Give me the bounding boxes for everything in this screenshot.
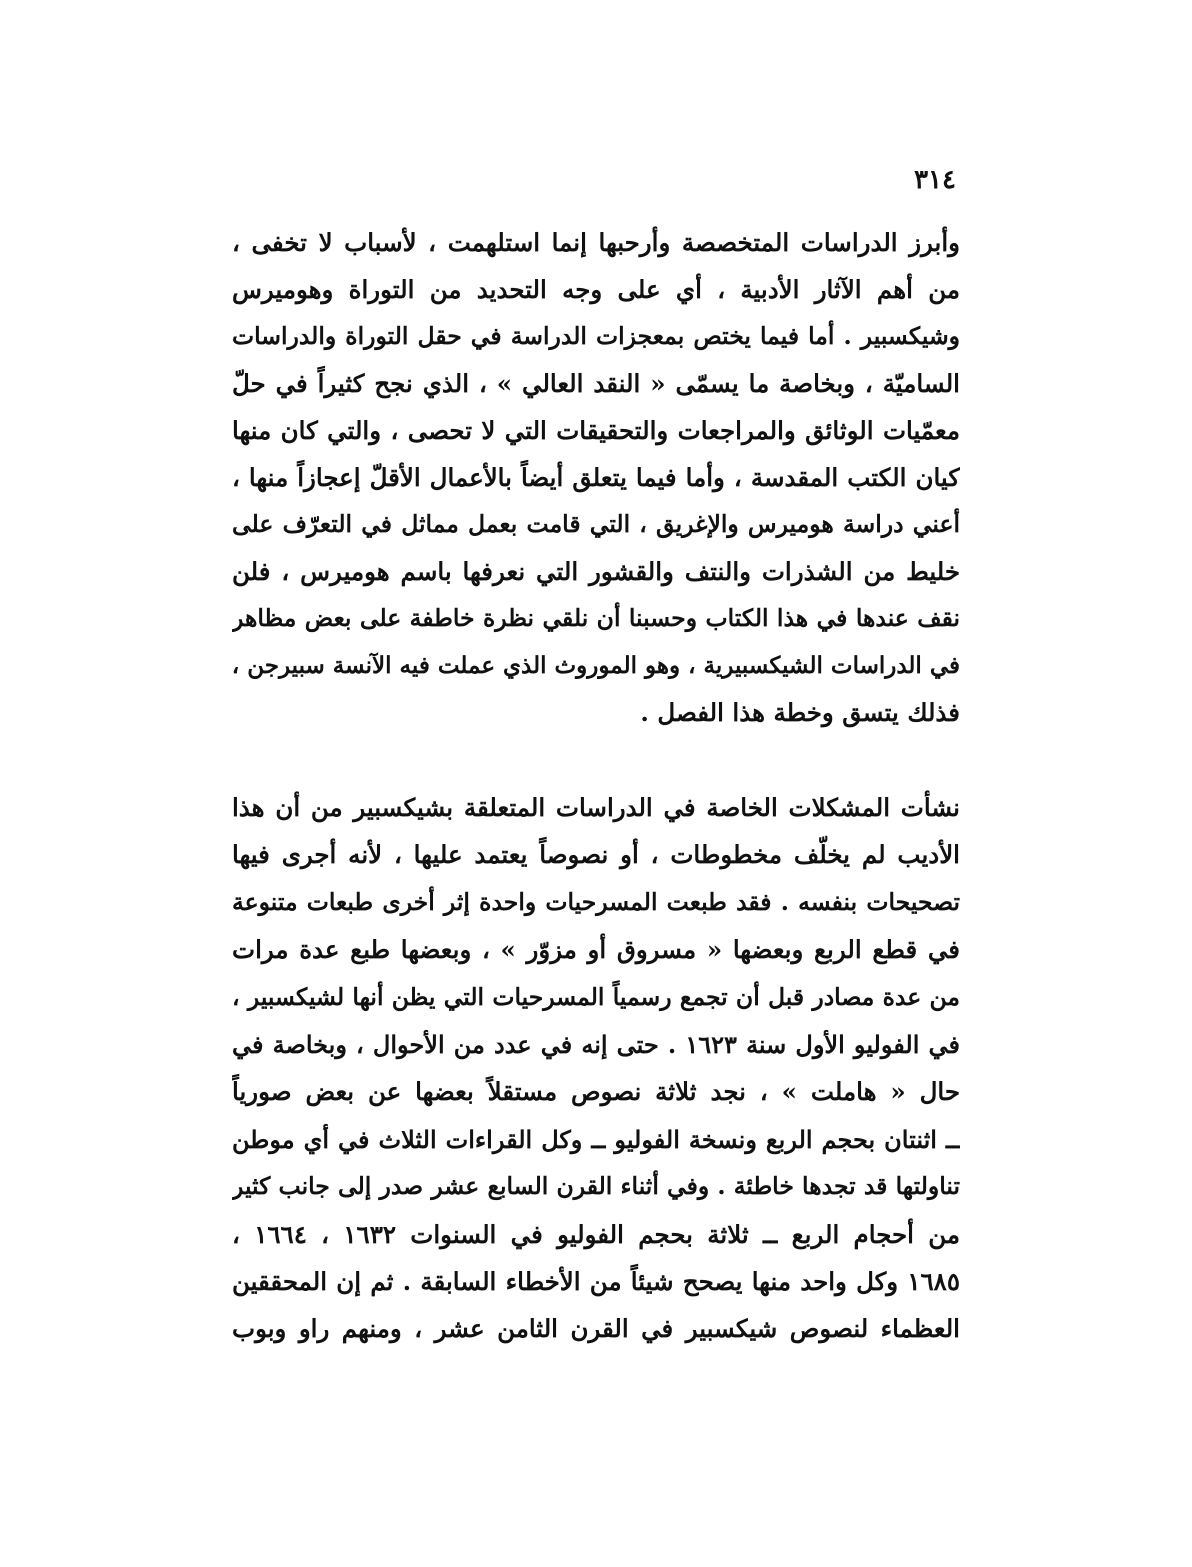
text-line: من عدة مصادر قبل أن تجمع رسمياً المسرحيات التي يظن أنها لشيكسبير ، xyxy=(232,982,960,1011)
text-line: معمّيات الوثائق والمراجعات والتحقيقات التي لا تحصى ، والتي كان منها xyxy=(232,416,960,445)
text-line: وأبرز الدراسات المتخصصة وأرحبها إنما استلهمت ، لأسباب لا تخفى ، xyxy=(232,228,960,257)
text-line: نقف عندها في هذا الكتاب وحسبنا أن نلقي نظرة خاطفة على بعض مظاهر xyxy=(232,604,960,632)
text-line: من أهم الآثار الأدبية ، أي على وجه التحديد من التوراة وهوميرس xyxy=(232,275,960,304)
text-line: في قطع الربع وبعضها « مسروق أو مزوّر » ، وبعضها طبع عدة مرات xyxy=(232,935,960,965)
text-line: تصحيحات بنفسه . فقد طبعت المسرحيات واحدة إثر أخرى طبعات متنوعة xyxy=(232,887,960,916)
text-line: الساميّة ، وبخاصة ما يسمّى « النقد العالي » ، الذي نجح كثيراً في حلّ xyxy=(232,369,960,398)
text-line: نشأت المشكلات الخاصة في الدراسات المتعلقة بشيكسبير من أن هذا xyxy=(232,793,960,822)
text-line: من أحجام الربع ــ ثلاثة بحجم الفوليو في السنوات ١٦٣٢ ، ١٦٦٤ ، xyxy=(232,1219,960,1249)
text-line: فذلك يتسق وخطة هذا الفصل . xyxy=(640,698,960,727)
text-line: الأديب لم يخلّف مخطوطات ، أو نصوصاً يعتمد عليها ، لأنه أجرى فيها xyxy=(232,840,960,870)
text-line: أعني دراسة هوميرس والإغريق ، التي قامت بعمل مماثل في التعرّف على xyxy=(232,510,960,538)
text-line: في الدراسات الشيكسبيرية ، وهو الموروث الذي عملت فيه الآنسة سبيرجن ، xyxy=(232,652,960,679)
paragraph-1 xyxy=(232,219,960,736)
text-line: ــ اثنتان بحجم الربع ونسخة الفوليو ــ وكل القراءات الثلاث في أي موطن xyxy=(232,1124,960,1154)
text-line: في الفوليو الأول سنة ١٦٢٣ . حتى إنه في عدد من الأحوال ، وبخاصة في xyxy=(232,1029,960,1059)
page-number: ٣١٤ xyxy=(914,165,956,195)
text-line: العظماء لنصوص شيكسبير في القرن الثامن عشر ، ومنهم راو وبوب xyxy=(232,1314,960,1344)
text-line: ١٦٨٥ وكل واحد منها يصحح شيئاً من الأخطاء السابقة . ثم إن المحققين xyxy=(232,1266,960,1296)
text-line: كيان الكتب المقدسة ، وأما فيما يتعلق أيضاً بالأعمال الأقلّ إعجازاً منها ، xyxy=(232,463,960,492)
text-line: خليط من الشذرات والنتف والقشور التي نعرفها باسم هوميرس ، فلن xyxy=(232,557,960,586)
text-line: حال « هاملت » ، نجد ثلاثة نصوص مستقلاً بعضها عن بعض صورياً xyxy=(232,1077,960,1107)
text-line: تناولتها قد تجدها خاطئة . وفي أثناء القرن السابع عشر صدر إلى جانب كثير xyxy=(232,1172,960,1201)
text-line: وشيكسبير . أما فيما يختص بمعجزات الدراسة في حقل التوراة والدراسات xyxy=(232,322,960,350)
paragraph-2 xyxy=(232,784,960,1353)
